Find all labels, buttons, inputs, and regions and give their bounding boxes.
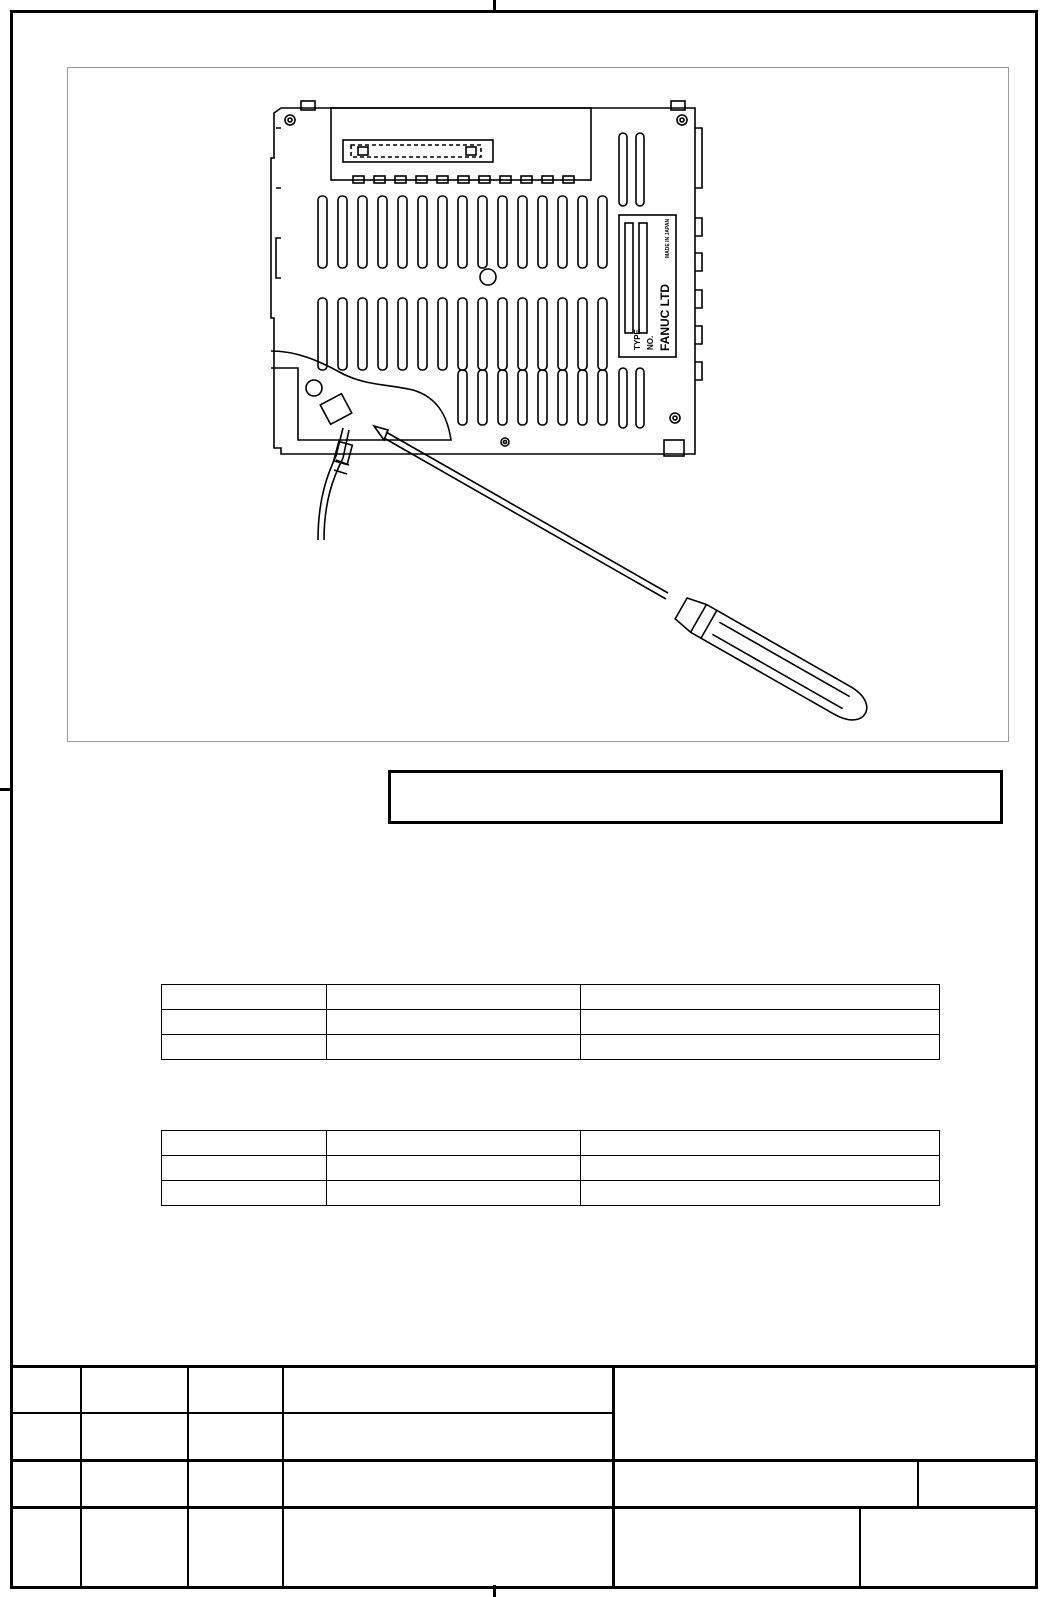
vent-slots-lower (318, 298, 607, 370)
connector-recess (331, 108, 591, 180)
spec-table-1 (161, 984, 940, 1060)
spec-table-2 (161, 1130, 940, 1206)
module-body-outline (271, 108, 695, 454)
label-no-text: NO. (646, 335, 655, 350)
label-type-text: TYPE (633, 329, 642, 350)
caption-box (388, 770, 1003, 824)
table-cell (162, 1131, 327, 1156)
center-tick-top (493, 0, 496, 12)
table-row (162, 985, 940, 1010)
battery-cable (318, 428, 343, 540)
table-cell (581, 1181, 940, 1206)
title-block (10, 1365, 1038, 1589)
table-cell (327, 1010, 581, 1035)
table-cell (327, 1035, 581, 1060)
table-row (162, 1156, 940, 1181)
table-row (162, 1010, 940, 1035)
table-cell (581, 1010, 940, 1035)
battery-cover-cutaway (271, 351, 451, 440)
label-small-text: MADE IN JAPAN (665, 218, 671, 258)
screw-hole-top-left (285, 115, 295, 125)
table-cell (162, 1035, 327, 1060)
table-cell (327, 1156, 581, 1181)
label-maker-text: FANUC LTD (658, 283, 672, 351)
table-cell (581, 985, 940, 1010)
connector (343, 140, 493, 162)
table-cell (327, 985, 581, 1010)
table-cell (162, 1181, 327, 1206)
battery (320, 394, 352, 425)
table-cell (581, 1131, 940, 1156)
table-row (162, 1181, 940, 1206)
table-cell (327, 1131, 581, 1156)
figure-frame (67, 67, 1009, 742)
vent-slots-upper (318, 196, 607, 268)
table-cell (581, 1035, 940, 1060)
screw-hole-bottom-center (501, 438, 509, 446)
table-cell (581, 1156, 940, 1181)
screw-hole-top-right (677, 115, 687, 125)
module-battery-replacement-drawing (68, 68, 1008, 741)
center-tick-left (0, 788, 12, 791)
table-cell (327, 1181, 581, 1206)
screwdriver-handle (673, 595, 873, 728)
table-row (162, 1131, 940, 1156)
table-row (162, 1035, 940, 1060)
screwdriver-shaft (384, 432, 668, 599)
table-cell (162, 985, 327, 1010)
table-cell (162, 1156, 327, 1181)
screw-hole-bottom-right (670, 413, 680, 423)
center-hole (480, 269, 496, 285)
table-cell (162, 1010, 327, 1035)
